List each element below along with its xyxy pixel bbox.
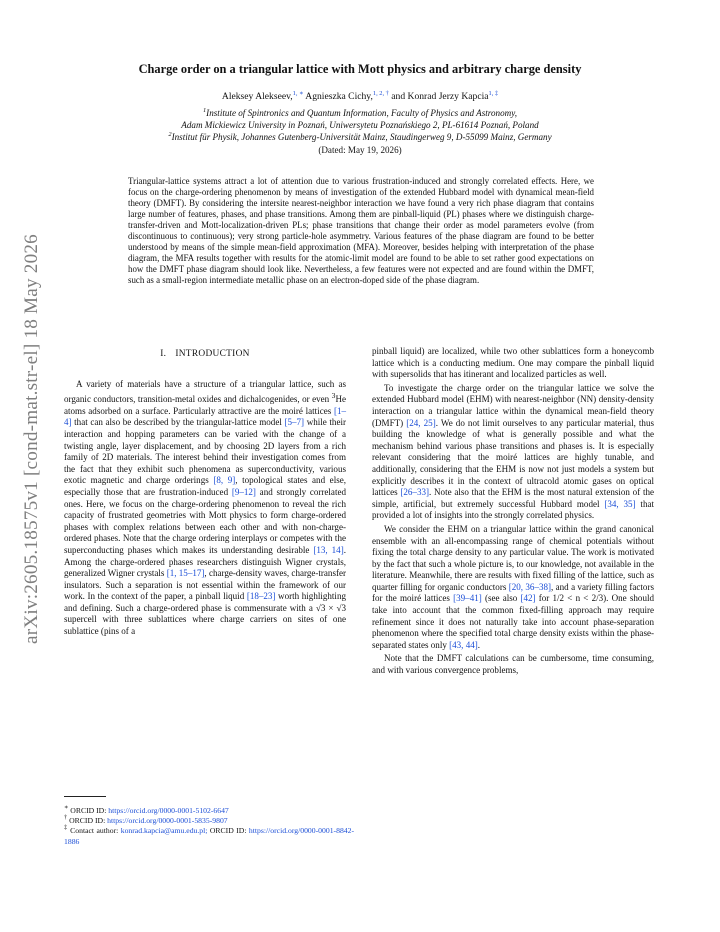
author-alekseev: Aleksey Alekseev, (221, 91, 293, 102)
orcid-link-cichy[interactable]: https://orcid.org/0000-0001-5835-9807 (107, 816, 228, 826)
section-title: INTRODUCTION (175, 349, 250, 359)
affiliation-1-line-1 (60, 108, 660, 120)
author-alekseev-affil[interactable]: 1, ∗ (292, 90, 304, 97)
footnote-2 (64, 816, 354, 826)
footnotes (64, 806, 354, 847)
left-column (64, 346, 346, 638)
text-run: and strongly correlated ones. Here, we focus on the charge-ordering phenomenon to reveal the rich capacity of frustrated geometries with Mott physics to form charge-ordered phases with complex relations between each other and with non-charge-ordered phases. Note that the charge ordering interplays or competes with the superconducting phases which makes its understanding desirable (64, 486, 346, 555)
text-run: To investigate the charge order on the triangular lattice we solve the extended Hubbard model (EHM) with nearest-neighbor (NN) density-density interaction on a triangular lattice within the dynamical mean-field theory (DMFT) (372, 382, 654, 428)
affiliation-1-text: Institute of Spintronics and Quantum Information, Faculty of Physics and Astronomy, (206, 108, 518, 118)
intro-paragraph-4 (372, 653, 654, 676)
citation-link[interactable]: [24, 25] (406, 417, 436, 428)
footnote-3-orcid-label: ORCID ID: (209, 826, 247, 836)
text-run: pinball liquid) are localized, while two other sublattices form a honeycomb lattice which is a conducting medium. One may compare the pinball liquid with supersolids that has itinerant and localized particles as well. (372, 346, 654, 380)
dated-line: (Dated: May 19, 2026) (318, 145, 402, 155)
footnote-2-mark: † (64, 814, 68, 822)
contact-email-link[interactable]: konrad.kapcia@amu.edu.pl; (120, 826, 208, 836)
footnote-2-label: ORCID ID: (69, 816, 106, 826)
paper-title: Charge order on a triangular lattice with Mott physics and arbitrary charge density (138, 62, 582, 76)
intro-paragraph-continued (372, 346, 654, 381)
footnote-3-label: Contact author: (70, 826, 119, 836)
text-run: for 1/2 < n < 2/3). One should take into account that the common fixed-filling approach may require refinement since it does not naturally take into account phase-separation phenomenon where the specified total charge density exists within the phase-separated states only (372, 593, 655, 650)
text-run: . We do not limit ourselves to any particular material, thus building the knowledge of what is generally possible and what the mechanism behind various phase transitions and phases is. It is especially relevant considering that the moiré lattices are highly tunable, and additionally, considering that the EHM is now not just models a system but explicitly describes it in the context of ultracold atomic gases on optical lattices (372, 417, 654, 498)
affiliation-1-line-2: Adam Mickiewicz University in Poznań, Uniwersytetu Poznańskiego 2, PL-61614 Poznań, Poland (181, 120, 539, 130)
text-run: worth highlighting and defining. Such a charge-ordered phase is commensurate with a √3 × √3 supercell with three sublattices where charge carriers on sites of one sublattice (pins of a (64, 591, 346, 637)
arxiv-sidebar (20, 214, 44, 664)
citation-link[interactable]: [5–7] (284, 417, 305, 428)
affiliation-2-number: 2 (168, 131, 172, 138)
text-run: , charge-density waves, charge-transfer insulators. Such a separation is not essential within the framework of our work. In the context of the paper, a pinball liquid (64, 568, 347, 602)
text-run: . Among the charge-ordered phases researchers distinguish Wigner crystals, generalized Wigner crystals (64, 544, 346, 579)
author-conjunction: and (391, 91, 406, 102)
footnote-1-mark: ∗ (64, 804, 69, 811)
section-number: I. (160, 349, 167, 359)
intro-paragraph-3 (372, 524, 654, 652)
text-run: (see also (481, 593, 521, 604)
citation-link[interactable]: [43, 44] (449, 639, 478, 650)
section-heading (64, 349, 346, 361)
orcid-link-kapcia[interactable]: https://orcid.org/0000-0001-8842-1886 (64, 826, 355, 846)
citation-link[interactable]: [39–41] (453, 593, 482, 604)
abstract: Triangular-lattice systems attract a lot of attention due to various frustration-induced and strongly correlated effects. Here, we focus on the charge-ordering phenomenon by means of investigation of the extended Hubbard model with dynamical mean-field theory (DMFT). By considering the intersite nearest-neighbor interaction we have found a very rich phase diagram that contains large number of features, phases, and phase transitions. Among them are pinball-liquid (PL) phases where we distinguish charge-transfer-driven and Mott-localization-driven PLs; phase transitions that change their order as model parameters evolve (from discontinuous to continuous); very strong particle-hole asymmetry. Various features of the phase diagram are found to be better understood by means of the simple mean-field approximation (MFA). Moreover, besides helping with interpretation of the phase diagram, the MFA results together with results for the atomic-limit model are found to be able to set rather good expectations on how the DMFT phase diagram should look like. Nevertheless, a few features were not expected and are found within the DMFT, such as a small-region intermediate metallic phase on an electron-doped side of the phase diagram. (128, 175, 594, 286)
affiliation-1-number: 1 (202, 107, 207, 114)
footnote-rule (64, 796, 106, 797)
text-run: He atoms adsorbed on a surface. Particularly attractive are the moiré lattices (64, 394, 346, 416)
citation-link[interactable]: [34, 35] (604, 498, 636, 509)
citation-link[interactable]: [42] (520, 593, 536, 604)
citation-link[interactable]: [13, 14] (313, 544, 344, 555)
right-column (372, 346, 654, 677)
text-run: while their interaction and hopping parameters can be varied with the change of a twisting angle, layer displacement, and by choosing 2D layers from a rich family of 2D materials. The interest behind their investigation comes from the fact that they exhibit such phenomena as superconductivity, various exotic magnetic and charge orderings (64, 417, 346, 486)
citation-link[interactable]: [9–12] (231, 486, 256, 497)
text-run: , topological states and else, especially those that are frustration-induced (64, 475, 347, 497)
text-run: A variety of materials have a structure of a triangular lattice, such as organic conductors, transition-metal oxides and dichalcogenides, or even (64, 378, 346, 405)
author-kapcia-affil[interactable]: 1, ‡ (488, 90, 499, 97)
footnote-3-mark: ‡ (64, 824, 68, 832)
citation-link[interactable]: [8, 9] (213, 475, 236, 486)
intro-paragraph-2 (372, 383, 654, 522)
affiliation-2 (60, 132, 660, 144)
citation-link[interactable]: [1, 15–17] (166, 568, 205, 579)
text-run: Note that the DMFT calculations can be cumbersome, time consuming, and with various convergence problems, (372, 653, 654, 676)
citation-link[interactable]: [18–23] (246, 591, 276, 602)
author-cichy: Agnieszka Cichy, (305, 91, 373, 102)
footnote-1-label: ORCID ID: (70, 806, 107, 815)
intro-paragraph-1 (64, 379, 346, 638)
arxiv-identifier[interactable]: arXiv:2605.18575v1 [cond-mat.str-el] 18 May 2026 (21, 234, 42, 644)
text-run: that provided a lot of insights into the strongly correlated physics. (372, 498, 654, 521)
citation-link[interactable]: [1–4] (64, 405, 346, 428)
orcid-link-alekseev[interactable]: https://orcid.org/0000-0001-5102-6647 (108, 806, 229, 815)
footnote-1 (64, 806, 354, 816)
author-list (60, 91, 660, 102)
text-run: . Note also that the EHM is the most natural extension of the simple, artificial, but extremely successful Hubbard model (372, 487, 654, 509)
text-run: , and a variety filling factors for the moiré lattices (372, 581, 654, 604)
superscript: 3 (331, 391, 336, 401)
author-kapcia: Konrad Jerzy Kapcia (407, 91, 489, 102)
citation-link[interactable]: [20, 36–38] (508, 581, 552, 592)
footnote-3 (64, 826, 354, 846)
text-run: that can also be described by the triangular-lattice model (71, 417, 285, 428)
text-run: . (477, 639, 481, 650)
affiliation-2-text: Institut für Physik, Johannes Gutenberg-Universität Mainz, Staudingerweg 9, D-55099 Mainz, Germany (171, 132, 552, 142)
text-run: We consider the EHM on a triangular lattice within the grand canonical ensemble with an all-encompassing range of chemical potentials without fixing the total charge density to any particular value. The work is motivated by the fact that such a whole picture is, to our knowledge, not available in the literature. Meanwhile, there are results with fixed filling of the lattice, such as quarter filling for organic conductors (372, 523, 654, 592)
author-cichy-affil[interactable]: 1, 2, † (372, 90, 389, 97)
citation-link[interactable]: [26–33] (400, 487, 430, 498)
